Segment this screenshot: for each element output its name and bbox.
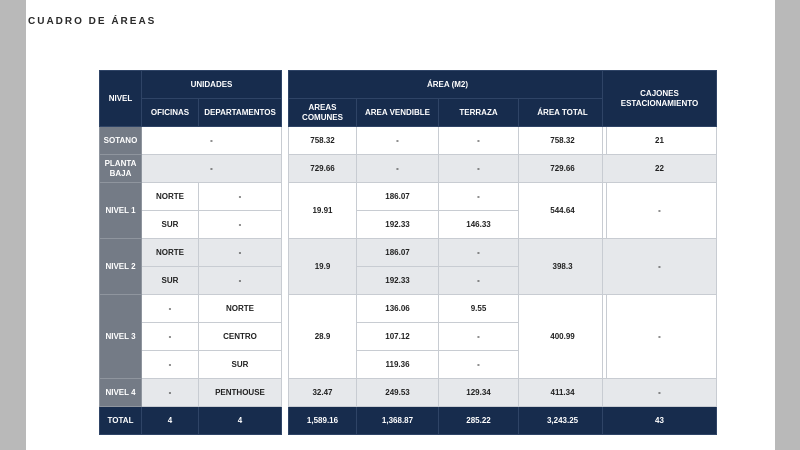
level-label: NIVEL 3 [100,295,142,379]
row-planta-baja [100,155,607,183]
cell-area-total: 758.32 [519,127,607,155]
row-nivel2-norte [100,239,607,267]
row-nivel1-norte [100,183,607,211]
cell-area-vendible: 192.33 [357,211,439,239]
cell-area-vendible: 249.53 [357,379,439,407]
cell-area-vendible: 192.33 [357,267,439,295]
cell-areas-comunes: 19.9 [289,239,357,295]
cell-terraza: - [439,127,519,155]
cell-oficinas: - [142,323,199,351]
header-area: ÁREA (M2) [289,71,607,99]
cell-terraza: - [439,183,519,211]
page-title: CUADRO DE ÁREAS [28,16,157,27]
cell-areas-comunes: 19.91 [289,183,357,239]
cell-oficinas: - [142,351,199,379]
cell-areas-comunes: 729.66 [289,155,357,183]
cell-unidades: - [142,127,282,155]
header-terraza: TERRAZA [439,99,519,127]
row-nivel3-norte [100,295,607,323]
row-total [100,407,607,435]
total-departamentos: 4 [199,407,282,435]
level-label: PLANTA BAJA [100,155,142,183]
cell-oficinas: SUR [142,267,199,295]
cell-area-vendible: 107.12 [357,323,439,351]
total-oficinas: 4 [142,407,199,435]
cell-areas-comunes: 758.32 [289,127,357,155]
cell-oficinas: NORTE [142,183,199,211]
cell-cajones-nivel4: - [603,379,717,407]
cell-departamentos: PENTHOUSE [199,379,282,407]
total-areas-comunes: 1,589.16 [289,407,357,435]
cell-terraza: - [439,239,519,267]
cell-terraza: - [439,155,519,183]
header-oficinas: OFICINAS [142,99,199,127]
cell-area-vendible: 136.06 [357,295,439,323]
header-areas-comunes: AREAS COMUNES [289,99,357,127]
cell-oficinas: - [142,295,199,323]
cell-area-total: 544.64 [519,183,607,239]
cell-area-vendible: 186.07 [357,239,439,267]
level-label: SOTANO [100,127,142,155]
level-label: NIVEL 1 [100,183,142,239]
level-label: NIVEL 2 [100,239,142,295]
column-gap [282,71,289,435]
cell-departamentos: - [199,183,282,211]
document-page [26,0,775,450]
header-cajones: CAJONES ESTACIONAMIENTO [603,71,717,127]
cell-cajones-sotano: 21 [603,127,717,155]
areas-table [99,70,607,435]
cell-area-total: 729.66 [519,155,607,183]
cell-terraza: 9.55 [439,295,519,323]
total-area-total: 3,243.25 [519,407,607,435]
total-label: TOTAL [100,407,142,435]
total-area-vendible: 1,368.87 [357,407,439,435]
cell-areas-comunes: 28.9 [289,295,357,379]
cell-oficinas: SUR [142,211,199,239]
cell-departamentos: NORTE [199,295,282,323]
row-nivel4 [100,379,607,407]
total-cajones: 43 [603,407,717,435]
header-nivel: NIVEL [100,71,142,127]
cell-terraza: 129.34 [439,379,519,407]
cell-area-vendible: 186.07 [357,183,439,211]
cell-terraza: - [439,267,519,295]
cell-departamentos: - [199,239,282,267]
cell-terraza: - [439,351,519,379]
cell-area-total: 400.99 [519,295,607,379]
cell-cajones-nivel3: - [603,295,717,379]
cell-areas-comunes: 32.47 [289,379,357,407]
cell-departamentos: SUR [199,351,282,379]
cell-departamentos: CENTRO [199,323,282,351]
cell-departamentos: - [199,267,282,295]
total-terraza: 285.22 [439,407,519,435]
cell-oficinas: NORTE [142,239,199,267]
cell-cajones-planta-baja: 22 [603,155,717,183]
level-label: NIVEL 4 [100,379,142,407]
cell-area-vendible: 119.36 [357,351,439,379]
cell-area-total: 411.34 [519,379,607,407]
row-sotano [100,127,607,155]
header-area-vendible: AREA VENDIBLE [357,99,439,127]
header-area-total: ÁREA TOTAL [519,99,607,127]
cell-area-vendible: - [357,155,439,183]
cell-terraza: 146.33 [439,211,519,239]
header-unidades: UNIDADES [142,71,282,99]
cell-area-total: 398.3 [519,239,607,295]
header-departamentos: DEPARTAMENTOS [199,99,282,127]
cell-unidades: - [142,155,282,183]
cell-cajones-nivel1: - [603,183,717,239]
cell-oficinas: - [142,379,199,407]
parking-table [602,70,717,435]
cell-area-vendible: - [357,127,439,155]
cell-cajones-nivel2: - [603,239,717,295]
cell-departamentos: - [199,211,282,239]
cell-terraza: - [439,323,519,351]
